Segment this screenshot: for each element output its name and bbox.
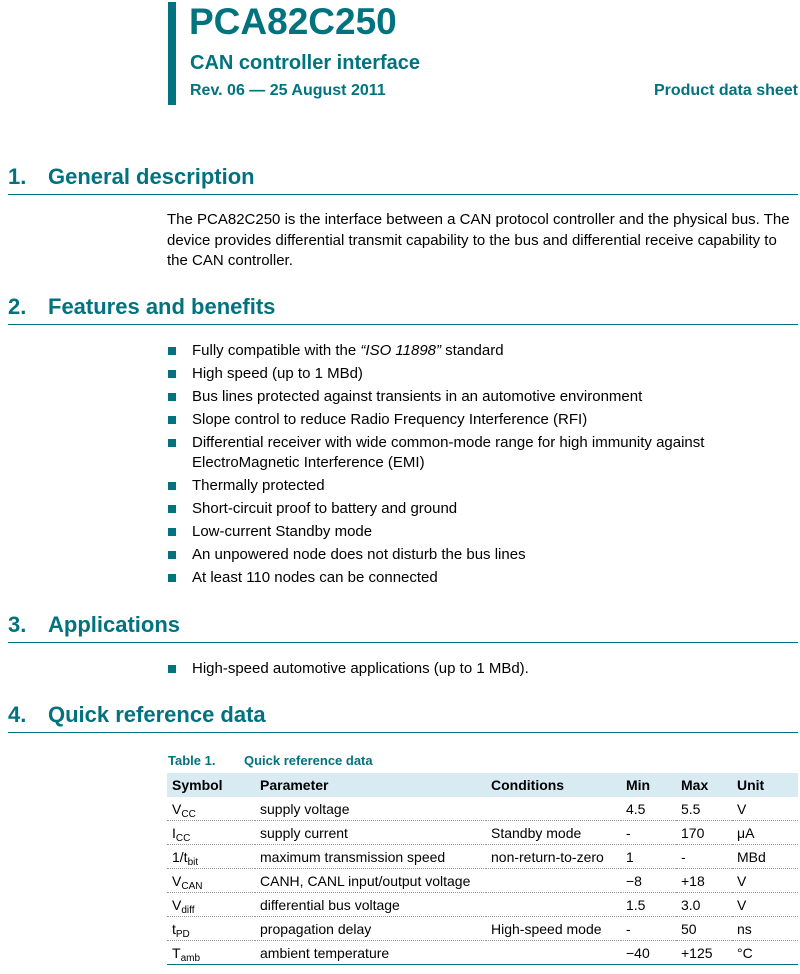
cell-min: 1 — [621, 845, 676, 869]
cell-parameter: maximum transmission speed — [255, 845, 486, 869]
section-heading-applications — [8, 612, 798, 643]
cell-min: −40 — [621, 941, 676, 965]
cell-unit: ns — [732, 917, 798, 941]
section-title: Applications — [48, 612, 181, 637]
section-heading-features — [8, 294, 798, 325]
cell-max: 3.0 — [676, 893, 732, 917]
symbol-subscript: CC — [175, 832, 191, 844]
cell-parameter: CANH, CANL input/output voltage — [255, 869, 486, 893]
cell-conditions — [486, 797, 621, 821]
cell-min: 4.5 — [621, 797, 676, 821]
column-header-unit: Unit — [732, 773, 798, 797]
cell-conditions: non-return-to-zero — [486, 845, 621, 869]
cell-symbol — [167, 917, 255, 941]
cell-max: +18 — [676, 869, 732, 893]
list-item — [167, 476, 772, 496]
bullet-square-icon — [168, 482, 176, 490]
feature-text-prefix: Fully compatible with the — [192, 342, 361, 359]
cell-unit: MBd — [732, 845, 798, 869]
symbol-main: V — [172, 896, 182, 913]
quick-reference-table — [167, 773, 798, 965]
table-row — [167, 845, 798, 869]
cell-max: 170 — [676, 821, 732, 845]
list-item-text: Differential receiver with wide common-mode range for high immunity against ElectroMagnetic Interference (EMI) — [192, 434, 705, 471]
column-header-symbol: Symbol — [167, 773, 255, 797]
section-heading-general-description — [8, 164, 798, 195]
cell-symbol — [167, 821, 255, 845]
cell-parameter: propagation delay — [255, 917, 486, 941]
symbol-main: T — [172, 944, 181, 961]
cell-symbol — [167, 869, 255, 893]
bullet-square-icon — [168, 393, 176, 401]
column-header-parameter: Parameter — [255, 773, 486, 797]
table-row — [167, 797, 798, 821]
column-header-min: Min — [621, 773, 676, 797]
cell-symbol — [167, 941, 255, 965]
list-item — [167, 410, 772, 430]
cell-min: - — [621, 821, 676, 845]
list-item-text: Slope control to reduce Radio Frequency Interference (RFI) — [192, 411, 588, 428]
cell-max: 50 — [676, 917, 732, 941]
features-list — [167, 341, 772, 591]
cell-unit: °C — [732, 941, 798, 965]
list-item — [167, 568, 772, 588]
symbol-main: V — [172, 872, 182, 889]
list-item-text: Bus lines protected against transients in an automotive environment — [192, 388, 643, 405]
table-row — [167, 941, 798, 965]
list-item — [167, 364, 772, 384]
cell-min: 1.5 — [621, 893, 676, 917]
table-row — [167, 893, 798, 917]
cell-symbol — [167, 893, 255, 917]
cell-min: −8 — [621, 869, 676, 893]
iso-standard-reference: “ISO 11898” — [360, 342, 442, 359]
symbol-subscript: diff — [181, 904, 195, 916]
symbol-subscript: CC — [181, 808, 196, 820]
symbol-main: 1/t — [172, 848, 188, 865]
table-row — [167, 869, 798, 893]
feature-text-suffix: standard — [441, 342, 504, 359]
table-caption — [168, 752, 373, 770]
list-item — [167, 387, 772, 407]
section-heading-quick-reference — [8, 702, 798, 733]
symbol-subscript: bit — [187, 856, 199, 868]
applications-list — [167, 659, 772, 682]
symbol-subscript: CAN — [181, 880, 203, 892]
cell-unit: V — [732, 869, 798, 893]
cell-parameter: differential bus voltage — [255, 893, 486, 917]
bullet-square-icon — [168, 665, 176, 673]
section-title: Features and benefits — [48, 294, 276, 319]
list-item-text: Thermally protected — [192, 477, 325, 494]
cell-conditions: Standby mode — [486, 821, 621, 845]
section-title: General description — [48, 164, 255, 189]
column-header-conditions: Conditions — [486, 773, 621, 797]
document-subtitle: CAN controller interface — [190, 52, 421, 74]
bullet-square-icon — [168, 439, 176, 447]
header-accent-bar — [168, 2, 176, 105]
bullet-square-icon — [168, 370, 176, 378]
cell-parameter: ambient temperature — [255, 941, 486, 965]
cell-unit: μA — [732, 821, 798, 845]
section-number: 3. — [8, 612, 27, 637]
list-item — [167, 659, 772, 679]
symbol-subscript: amb — [180, 952, 201, 964]
cell-max: - — [676, 845, 732, 869]
document-title: PCA82C250 — [189, 1, 397, 42]
cell-max: +125 — [676, 941, 732, 965]
cell-unit: V — [732, 893, 798, 917]
list-item-text: Low-current Standby mode — [192, 523, 373, 540]
document-type: Product data sheet — [653, 82, 798, 99]
section-number: 4. — [8, 702, 27, 727]
symbol-main: I — [172, 824, 176, 841]
table-row — [167, 821, 798, 845]
list-item-text: An unpowered node does not disturb the bus lines — [192, 546, 526, 563]
list-item — [167, 499, 772, 519]
bullet-square-icon — [168, 505, 176, 513]
list-item — [167, 341, 772, 361]
cell-parameter: supply current — [255, 821, 486, 845]
bullet-square-icon — [168, 347, 176, 355]
cell-conditions — [486, 941, 621, 965]
list-item-text: Short-circuit proof to battery and ground — [192, 500, 458, 517]
cell-min: - — [621, 917, 676, 941]
cell-unit: V — [732, 797, 798, 821]
cell-symbol — [167, 797, 255, 821]
symbol-main: t — [172, 920, 176, 937]
list-item-text: High speed (up to 1 MBd) — [192, 365, 363, 382]
cell-conditions — [486, 893, 621, 917]
symbol-main: V — [172, 800, 182, 817]
table-row — [167, 917, 798, 941]
bullet-square-icon — [168, 574, 176, 582]
list-item — [167, 522, 772, 542]
list-item-text: High-speed automotive applications (up to 1 MBd). — [192, 660, 529, 677]
cell-conditions — [486, 869, 621, 893]
section-number: 1. — [8, 164, 27, 189]
bullet-square-icon — [168, 416, 176, 424]
column-header-max: Max — [676, 773, 732, 797]
general-description-text: The PCA82C250 is the interface between a CAN protocol controller and the physical bus. The device provides differential transmit capability to the bus and differential receive capability to the CAN controller. — [167, 211, 790, 269]
bullet-square-icon — [168, 551, 176, 559]
cell-conditions: High-speed mode — [486, 917, 621, 941]
table-caption-label: Table 1. — [168, 753, 216, 768]
symbol-subscript: PD — [175, 928, 190, 940]
list-item — [167, 545, 772, 565]
document-revision: Rev. 06 — 25 August 2011 — [190, 82, 386, 99]
section-title: Quick reference data — [48, 702, 266, 727]
list-item-text: At least 110 nodes can be connected — [192, 569, 438, 586]
cell-max: 5.5 — [676, 797, 732, 821]
bullet-square-icon — [168, 528, 176, 536]
list-item — [167, 433, 772, 473]
cell-symbol — [167, 845, 255, 869]
table-caption-title: Quick reference data — [244, 753, 373, 768]
cell-parameter: supply voltage — [255, 797, 486, 821]
section-number: 2. — [8, 294, 27, 319]
table-header-row — [167, 773, 798, 797]
